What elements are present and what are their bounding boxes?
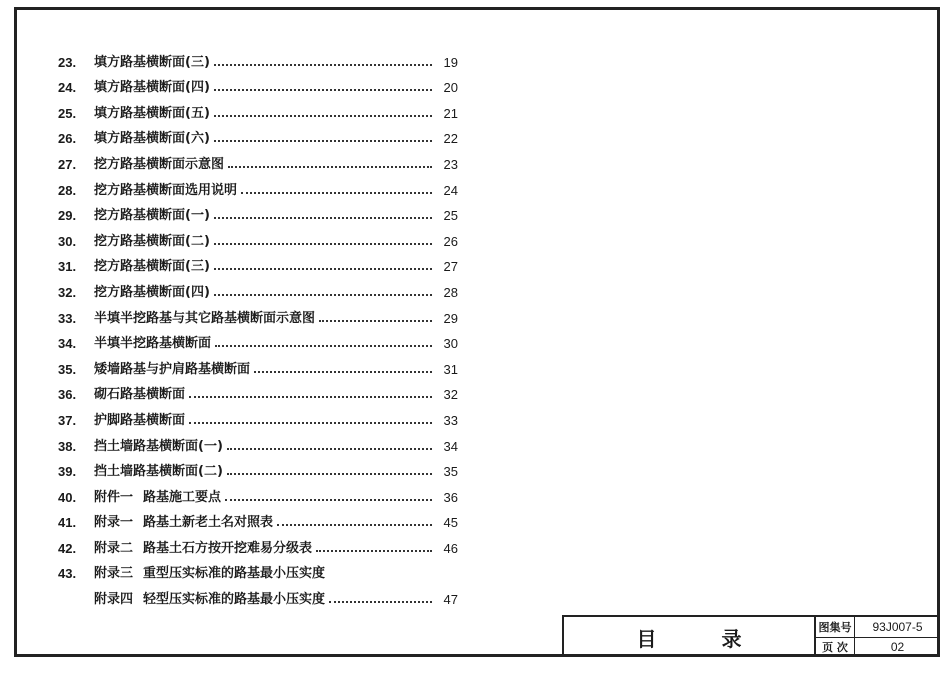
toc-entry-page: 30 (443, 336, 458, 352)
toc-leader-dots (241, 192, 432, 194)
toc-entry-number: 23. (58, 54, 77, 70)
toc-entry-title: 路基施工要点 (143, 489, 222, 505)
toc-entry (58, 44, 458, 70)
toc-entry-title: 半填半挖路基与其它路基横断面示意图 (94, 310, 316, 326)
toc-entry (58, 326, 458, 352)
toc-entry-number: 30. (58, 233, 77, 249)
toc-entry-title: 护脚路基横断面 (94, 412, 186, 428)
toc-entry (58, 121, 458, 147)
toc-list (58, 44, 458, 607)
toc-entry-page: 33 (443, 412, 458, 428)
toc-leader-dots (329, 601, 432, 603)
toc-entry-label: 附录二 (94, 540, 134, 556)
toc-entry-number: 27. (58, 156, 77, 172)
title-block-info (816, 617, 940, 657)
toc-entry-title: 挖方路基横断面示意图 (94, 156, 225, 172)
toc-entry-page: 20 (443, 80, 458, 96)
toc-entry (58, 70, 458, 96)
toc-entry-title: 填方路基横断面(四) (94, 80, 210, 96)
toc-entry-page: 21 (443, 105, 458, 121)
toc-entry-title: 挖方路基横断面(四) (94, 284, 210, 300)
toc-leader-dots (214, 268, 432, 270)
toc-entry-title: 轻型压实标准的路基最小压实度 (143, 592, 326, 608)
toc-leader-dots (214, 64, 432, 66)
toc-entry-label: 附录一 (94, 515, 134, 531)
toc-entry-title: 挡土墙路基横断面(一) (94, 438, 223, 454)
atlas-number-row (816, 617, 940, 638)
title-block (562, 615, 940, 657)
toc-entry-page: 47 (443, 592, 458, 608)
toc-entry-page: 45 (443, 515, 458, 531)
toc-entry-title: 路基土新老土名对照表 (143, 515, 274, 531)
page-number-value: 02 (890, 640, 905, 655)
toc-entry-page: 46 (443, 540, 458, 556)
toc-leader-dots (227, 473, 432, 475)
toc-entry-title: 挖方路基横断面(三) (94, 259, 210, 275)
toc-leader-dots (214, 140, 432, 142)
toc-leader-dots (214, 89, 432, 91)
toc-entry-number: 28. (58, 182, 77, 198)
toc-entry-number: 36. (58, 387, 77, 403)
toc-leader-dots (214, 217, 432, 219)
toc-entry (58, 274, 458, 300)
toc-entry (58, 172, 458, 198)
toc-entry-number: 33. (58, 310, 77, 326)
toc-entry (58, 146, 458, 172)
toc-entry (58, 223, 458, 249)
toc-leader-dots (189, 422, 432, 424)
toc-entry-number: 26. (58, 131, 77, 147)
toc-entry-page: 22 (443, 131, 458, 147)
toc-entry-page: 32 (443, 387, 458, 403)
toc-entry-number: 29. (58, 208, 77, 224)
toc-entry-page: 36 (443, 489, 458, 505)
toc-entry (58, 377, 458, 403)
toc-entry-number: 35. (58, 361, 77, 377)
toc-entry-page: 34 (443, 438, 458, 454)
toc-entry-number: 34. (58, 336, 77, 352)
toc-entry-title: 重型压实标准的路基最小压实度 (143, 566, 326, 582)
toc-entry-title: 挡土墙路基横断面(二) (94, 464, 223, 480)
toc-entry-title: 路基土石方按开挖难易分级表 (143, 540, 313, 556)
toc-entry-number: 24. (58, 80, 77, 96)
toc-leader-dots (316, 550, 432, 552)
toc-entry-page: 27 (443, 259, 458, 275)
toc-entry-label: 附录三 (94, 566, 134, 582)
toc-leader-dots (228, 166, 432, 168)
toc-entry-title: 填方路基横断面(五) (94, 105, 210, 121)
toc-leader-dots (214, 243, 432, 245)
page-number-row (816, 638, 940, 658)
toc-entry-page: 24 (443, 182, 458, 198)
toc-entry (58, 556, 458, 582)
toc-leader-dots (319, 320, 432, 322)
title-block-title (564, 617, 816, 657)
toc-entry-number: 42. (58, 540, 77, 556)
toc-entry-number: 39. (58, 464, 77, 480)
toc-entry-number: 31. (58, 259, 77, 275)
toc-entry-number: 40. (58, 489, 77, 505)
toc-leader-dots (215, 345, 432, 347)
toc-entry-page: 25 (443, 208, 458, 224)
toc-entry-label: 附录四 (94, 592, 134, 608)
toc-leader-dots (214, 294, 432, 296)
toc-entry (58, 198, 458, 224)
toc-entry (58, 351, 458, 377)
toc-entry (58, 95, 458, 121)
toc-entry-page: 35 (443, 464, 458, 480)
toc-entry-page: 31 (443, 361, 458, 377)
toc-entry-number: 37. (58, 412, 77, 428)
toc-entry-title: 挖方路基横断面(二) (94, 233, 210, 249)
toc-entry (58, 505, 458, 531)
toc-entry-title: 挖方路基横断面选用说明 (94, 182, 238, 198)
atlas-number-label: 图集号 (816, 617, 855, 637)
toc-entry-title: 半填半挖路基横断面 (94, 336, 212, 352)
toc-leader-dots (227, 448, 432, 450)
toc-entry-page: 19 (443, 54, 458, 70)
toc-entry-title: 砌石路基横断面 (94, 387, 186, 403)
toc-entry (58, 581, 458, 607)
toc-entry-number: 25. (58, 105, 77, 121)
toc-entry-title: 矮墙路基与护肩路基横断面 (94, 361, 251, 377)
title-char-1: 目 (636, 626, 657, 651)
toc-entry-number: 32. (58, 284, 77, 300)
toc-entry (58, 300, 458, 326)
toc-entry (58, 530, 458, 556)
title-char-2: 录 (721, 626, 742, 651)
toc-entry-page: 26 (443, 233, 458, 249)
toc-entry-page: 29 (443, 310, 458, 326)
toc-entry-page: 28 (443, 284, 458, 300)
toc-entry-number: 43. (58, 566, 77, 582)
toc-entry (58, 428, 458, 454)
toc-entry-title: 填方路基横断面(六) (94, 131, 210, 147)
toc-entry (58, 402, 458, 428)
toc-entry-page: 23 (443, 156, 458, 172)
toc-entry (58, 479, 458, 505)
atlas-number-value: 93J007-5 (872, 619, 923, 634)
toc-leader-dots (254, 371, 432, 373)
toc-leader-dots (225, 499, 432, 501)
page-number-label: 页 次 (816, 638, 855, 658)
toc-entry (58, 249, 458, 275)
toc-entry-title: 挖方路基横断面(一) (94, 208, 210, 224)
toc-entry (58, 454, 458, 480)
toc-entry-number: 41. (58, 515, 77, 531)
toc-entry-number: 38. (58, 438, 77, 454)
toc-leader-dots (214, 115, 432, 117)
toc-leader-dots (277, 524, 432, 526)
toc-entry-title: 填方路基横断面(三) (94, 54, 210, 70)
toc-leader-dots (189, 396, 432, 398)
toc-entry-label: 附件一 (94, 489, 134, 505)
